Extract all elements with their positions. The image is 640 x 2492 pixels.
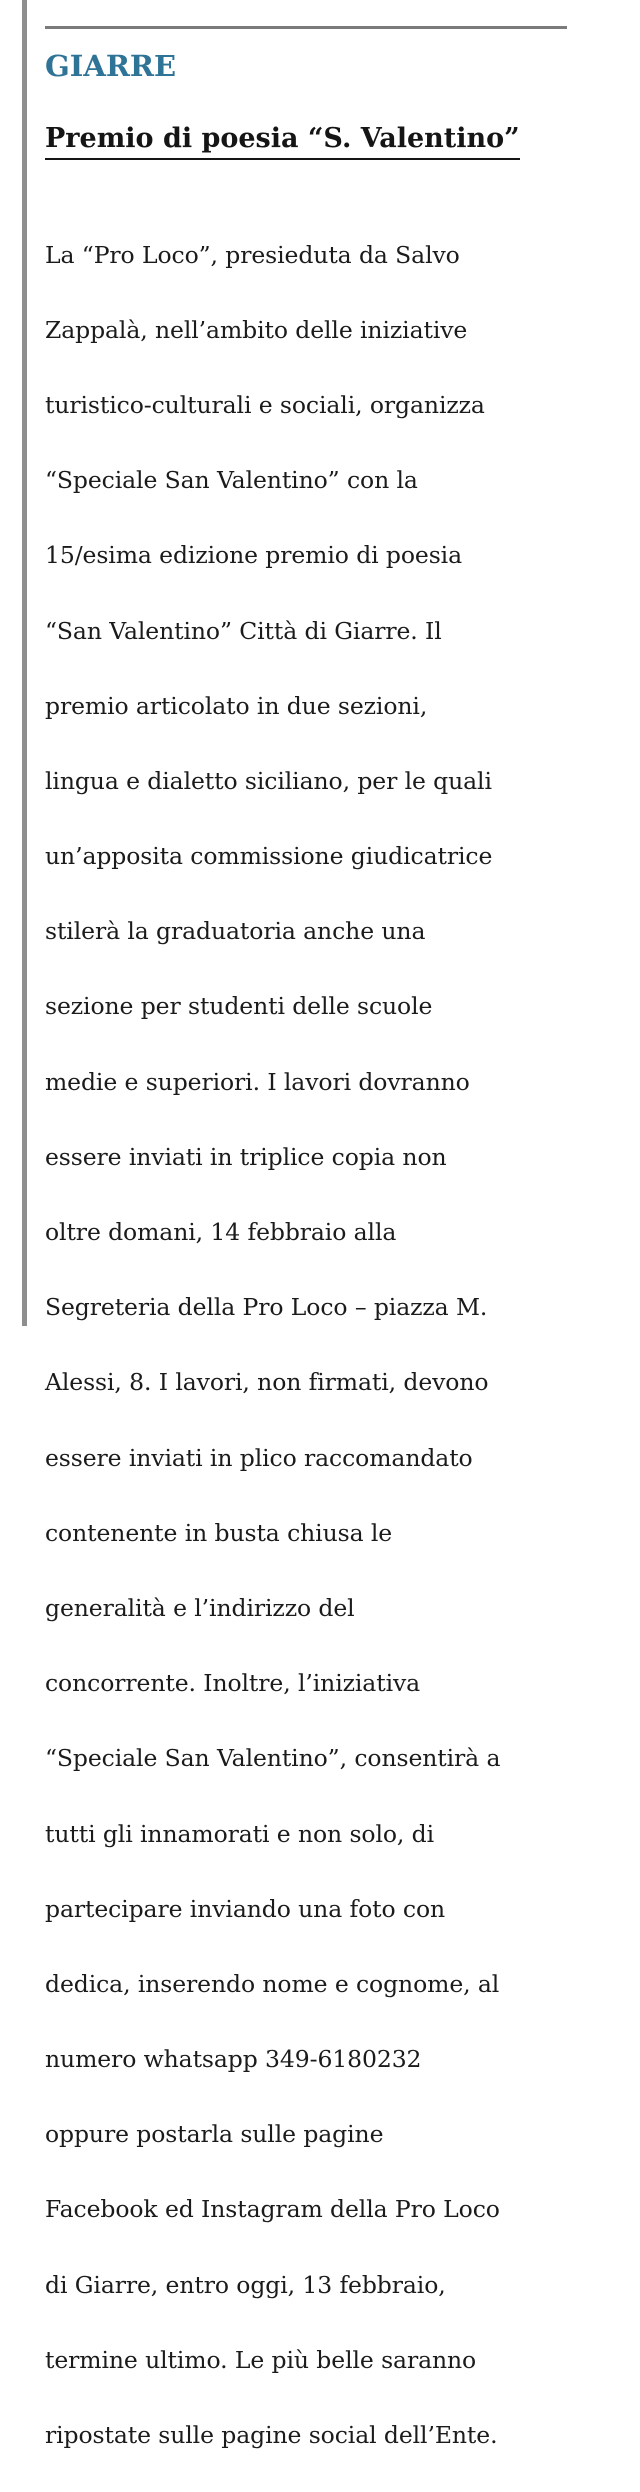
body-line: concorrente. Inoltre, l’iniziativa xyxy=(45,1669,421,1698)
body-line: Facebook ed Instagram della Pro Loco xyxy=(45,2195,500,2224)
body-line: essere inviati in plico raccomandato xyxy=(45,1443,473,1472)
body-line: “Speciale San Valentino”, consentirà a xyxy=(45,1744,501,1773)
body-line: un’apposita commissione giudicatrice xyxy=(45,842,493,871)
body-line: oppure postarla sulle pagine xyxy=(45,2120,384,2149)
body-line: La “Pro Loco”, presieduta da Salvo xyxy=(45,240,460,269)
body-line: tutti gli innamorati e non solo, di xyxy=(45,1819,435,1848)
body-line: termine ultimo. Le più belle saranno xyxy=(45,2345,477,2374)
section-label: GIARRE xyxy=(45,49,177,83)
body-line: Alessi, 8. I lavori, non firmati, devono xyxy=(45,1368,489,1397)
article-body xyxy=(45,199,605,2492)
body-line: contenente in busta chiusa le xyxy=(45,1518,393,1547)
body-line: Zappalà, nell’ambito delle iniziative xyxy=(45,315,468,344)
top-divider-rule xyxy=(45,26,567,29)
body-line: medie e superiori. I lavori dovranno xyxy=(45,1067,470,1096)
body-line: lingua e dialetto siciliano, per le quali xyxy=(45,766,492,795)
body-line: generalità e l’indirizzo del xyxy=(45,1593,355,1622)
body-line: partecipare inviando una foto con xyxy=(45,1894,446,1923)
body-line: ripostate sulle pagine social dell’Ente. xyxy=(45,2421,498,2450)
body-line: Segreteria della Pro Loco – piazza M. xyxy=(45,1293,488,1322)
left-column-rule xyxy=(22,0,27,1326)
body-line: “Speciale San Valentino” con la xyxy=(45,466,418,495)
body-line: di Giarre, entro oggi, 13 febbraio, xyxy=(45,2270,446,2299)
body-line: premio articolato in due sezioni, xyxy=(45,691,428,720)
body-line: 15/esima edizione premio di poesia xyxy=(45,541,463,570)
body-line: essere inviati in triplice copia non xyxy=(45,1142,447,1171)
body-line: oltre domani, 14 febbraio alla xyxy=(45,1218,397,1247)
article-title: Premio di poesia “S. Valentino” xyxy=(45,120,520,160)
body-line: sezione per studenti delle scuole xyxy=(45,992,433,1021)
body-line: stilerà la graduatoria anche una xyxy=(45,917,426,946)
body-line: dedica, inserendo nome e cognome, al xyxy=(45,1969,500,1998)
body-line: turistico-culturali e sociali, organizza xyxy=(45,390,485,419)
body-line: numero whatsapp 349-6180232 xyxy=(45,2045,422,2074)
body-line: “San Valentino” Città di Giarre. Il xyxy=(45,616,442,645)
